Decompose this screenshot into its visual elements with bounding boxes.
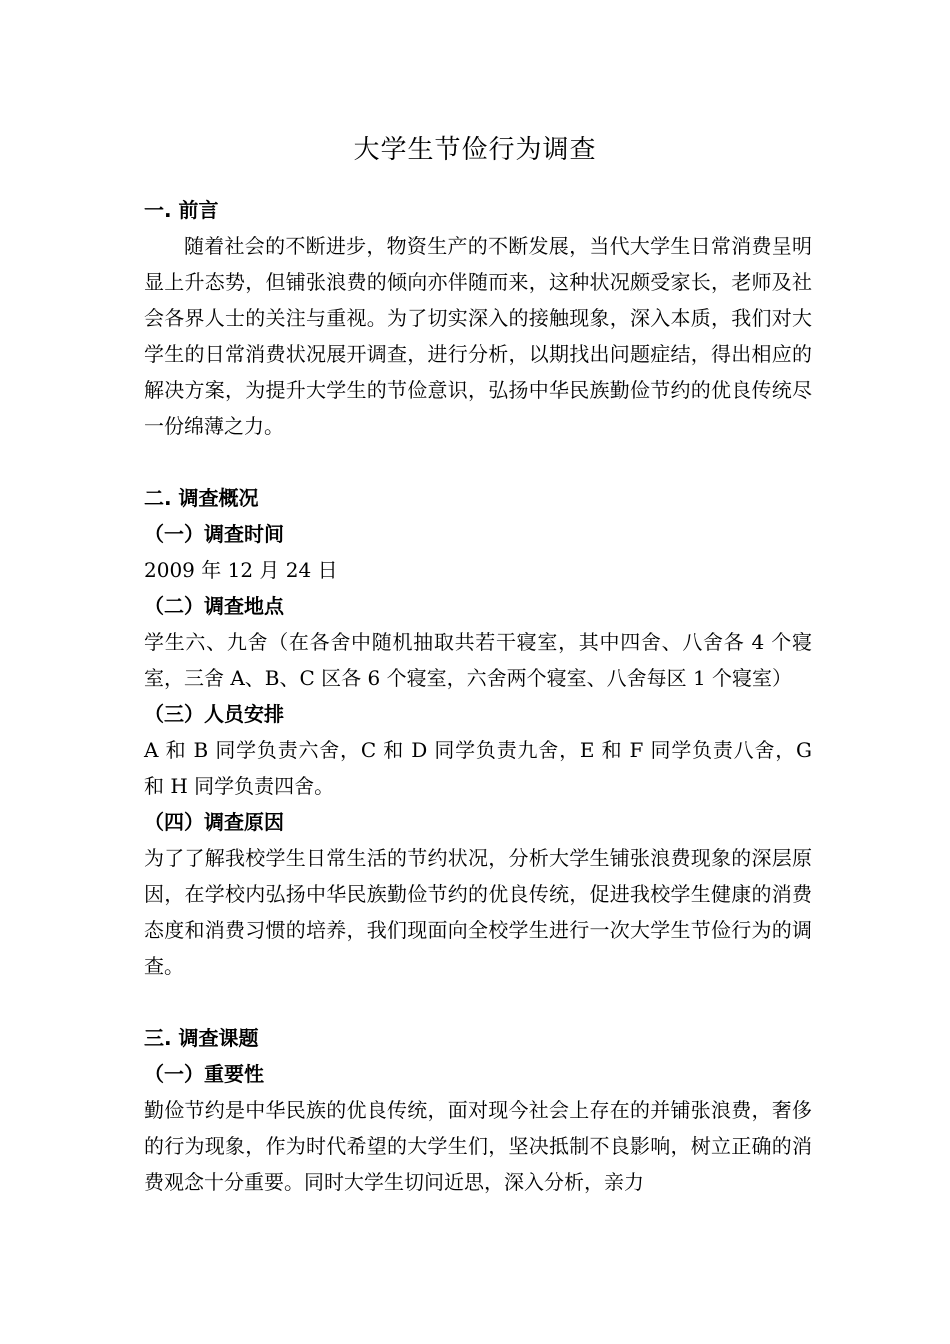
subheading-survey-place: （二）调查地点 [144,594,284,618]
subheading-importance: （一）重要性 [144,1062,264,1086]
section-heading-topic: 三. 调查课题 [144,1026,259,1050]
subheading-staff-arrangement: （三）人员安排 [144,702,284,726]
staff-arrangement-text: A 和 B 同学负责六舍，C 和 D 同学负责九舍，E 和 F 同学负责八舍，G 和 H 同学负责四舍。 [144,738,812,798]
document-title: 大学生节俭行为调查 [353,135,597,165]
section-heading-preface: 一. 前言 [144,198,219,222]
subheading-survey-reason: （四）调查原因 [144,810,284,834]
section-heading-overview: 二. 调查概况 [144,486,259,510]
section-spacer [144,444,812,480]
survey-time-text: 2009 年 12 月 24 日 [144,558,338,582]
preface-paragraph: 随着社会的不断进步，物资生产的不断发展，当代大学生日常消费呈明显上升态势，但铺张浪费的倾向亦伴随而来，这种状况颇受家长，老师及社会各界人士的关注与重视。为了切实深入的接触现象，深入本质，我们对大学生的日常消费状况展开调查，进行分析，以期找出问题症结，得出相应的解决方案，为提升大学生的节俭意识，弘扬中华民族勤俭节约的优良传统尽一份绵薄之力。 [144,234,812,438]
importance-text: 勤俭节约是中华民族的优良传统，面对现今社会上存在的并铺张浪费，奢侈的行为现象，作为时代希望的大学生们，坚决抵制不良影响，树立正确的消费观念十分重要。同时大学生切问近思，深入分析，亲力 [144,1098,812,1194]
survey-place-text: 学生六、九舍（在各舍中随机抽取共若干寝室，其中四舍、八舍各 4 个寝室，三舍 A、B、C 区各 6 个寝室，六舍两个寝室、八舍每区 1 个寝室） [144,630,812,690]
subheading-survey-time: （一）调查时间 [144,522,284,546]
survey-reason-text: 为了了解我校学生日常生活的节约状况，分析大学生铺张浪费现象的深层原因，在学校内弘扬中华民族勤俭节约的优良传统，促进我校学生健康的消费态度和消费习惯的培养，我们现面向全校学生进行一次大学生节俭行为的调查。 [144,846,812,978]
section-spacer [144,984,812,1020]
document-body [144,192,812,1200]
